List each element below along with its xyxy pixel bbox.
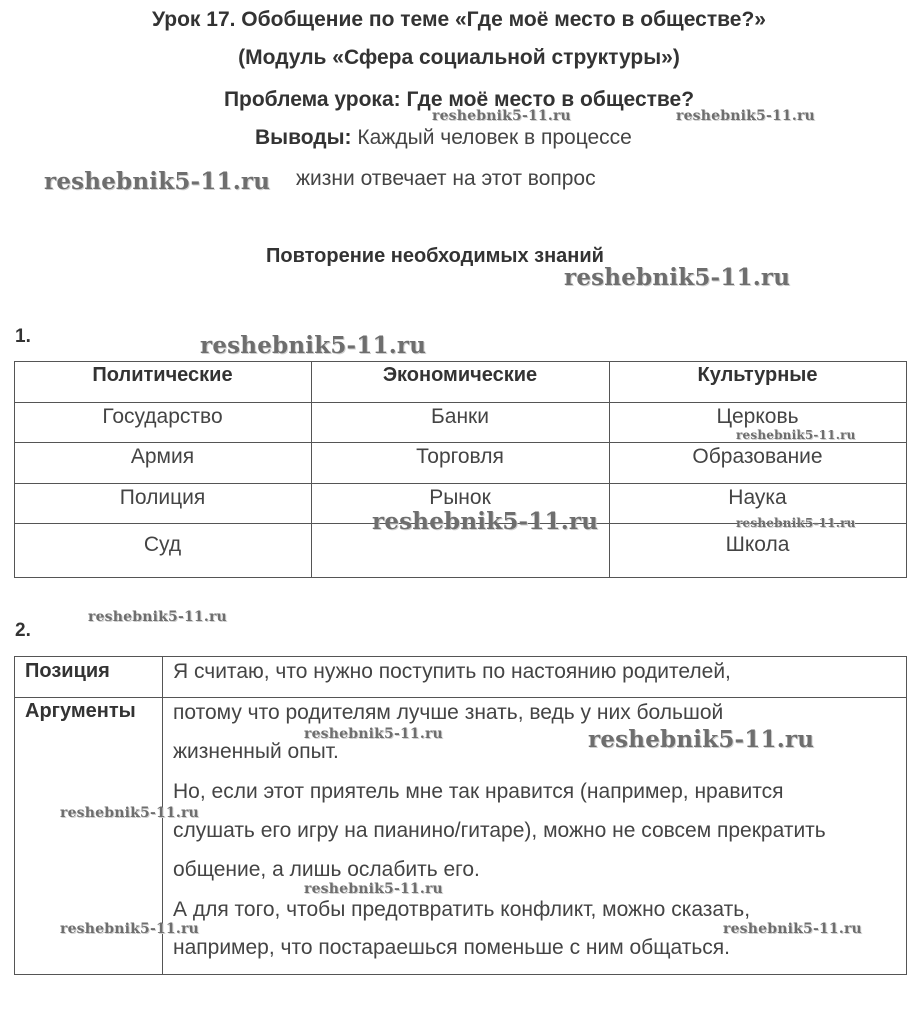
arguments-label: Аргументы xyxy=(25,700,136,722)
table-cell: Торговля xyxy=(416,445,504,468)
watermark: reshebnik5-11.ru xyxy=(304,881,443,897)
watermark: reshebnik5-11.ru xyxy=(432,108,571,124)
watermark: reshebnik5-11.ru xyxy=(676,108,815,124)
conclusion-line-1 xyxy=(255,126,632,150)
watermark: reshebnik5-11.ru xyxy=(304,726,443,742)
table-cell: Полиция xyxy=(119,486,206,509)
table-cell: Церковь xyxy=(716,405,799,428)
table-cell: Наука xyxy=(728,486,787,509)
watermark: reshebnik5-11.ru xyxy=(736,428,856,442)
table-cell: Рынок xyxy=(429,486,491,509)
argument-line: Но, если этот приятель мне так нравится (например, нравится xyxy=(173,780,784,803)
argument-line: слушать его игру на пианино/гитаре), можно не совсем прекратить xyxy=(173,819,826,842)
position-text: Я считаю, что нужно поступить по настоянию родителей, xyxy=(173,660,731,683)
watermark: reshebnik5-11.ru xyxy=(736,516,856,530)
task-2-number: 2. xyxy=(15,620,31,641)
conclusion-text-2: жизни отвечает на этот вопрос xyxy=(296,167,596,190)
watermark: reshebnik5-11.ru xyxy=(60,921,199,937)
table-cell: Банки xyxy=(431,405,489,428)
table-cell: Армия xyxy=(130,445,195,468)
lesson-title: Урок 17. Обобщение по теме «Где моё место в обществе?» xyxy=(152,8,766,31)
conclusion-text-1: Каждый человек в процессе xyxy=(357,126,632,149)
table-cell: Государство xyxy=(102,405,223,428)
watermark: reshebnik5-11.ru xyxy=(372,508,599,535)
table-cell: Школа xyxy=(725,533,790,556)
watermark: reshebnik5-11.ru xyxy=(588,726,815,753)
table-cell: Образование xyxy=(692,445,823,468)
module-subtitle: (Модуль «Сфера социальной структуры») xyxy=(238,46,680,69)
watermark: reshebnik5-11.ru xyxy=(44,168,271,195)
table-header-political: Политические xyxy=(92,364,233,386)
watermark: reshebnik5-11.ru xyxy=(723,921,862,937)
table-header-cultural: Культурные xyxy=(697,364,818,386)
argument-line: потому что родителям лучше знать, ведь у них большой xyxy=(173,701,724,724)
lesson-problem: Проблема урока: Где моё место в обществе? xyxy=(223,88,695,111)
watermark: reshebnik5-11.ru xyxy=(564,264,791,291)
task-1-number: 1. xyxy=(15,326,31,347)
section-title: Повторение необходимых знаний xyxy=(266,245,604,267)
argument-line: общение, а лишь ослабить его. xyxy=(173,858,480,881)
argument-line: А для того, чтобы предотвратить конфликт, можно сказать, xyxy=(173,898,751,921)
watermark: reshebnik5-11.ru xyxy=(200,332,427,359)
argument-line: например, что постараешься поменьше с ним общаться. xyxy=(173,936,730,959)
position-label: Позиция xyxy=(25,660,110,682)
conclusion-label: Выводы: xyxy=(255,126,352,149)
table-cell: Суд xyxy=(143,533,182,556)
watermark: reshebnik5-11.ru xyxy=(88,609,227,625)
watermark: reshebnik5-11.ru xyxy=(60,805,199,821)
argument-line: жизненный опыт. xyxy=(173,740,339,763)
table-header-economic: Экономические xyxy=(382,364,538,386)
